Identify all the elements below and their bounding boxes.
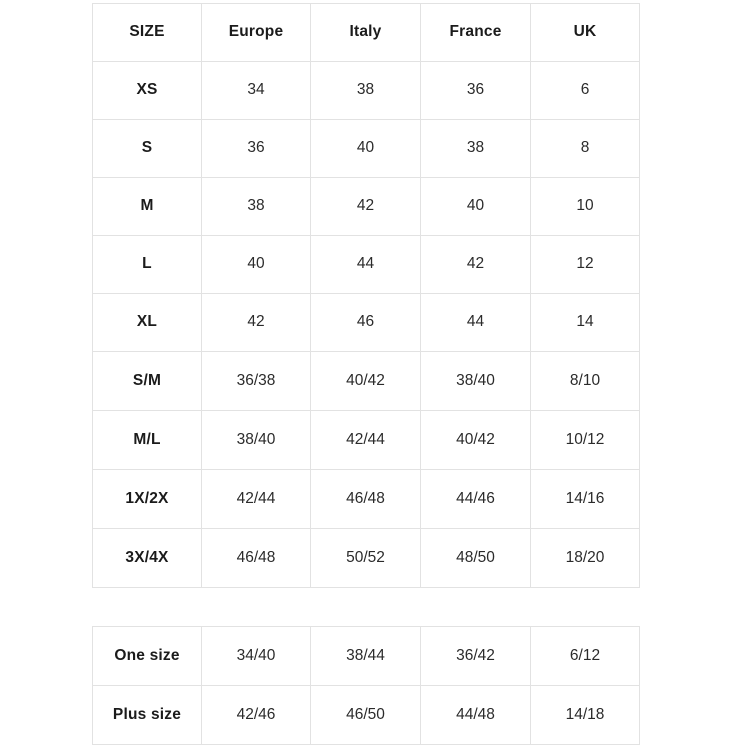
cell-1x-2x-uk: 14/16 (531, 470, 640, 529)
cell-xs-france: 36 (421, 62, 531, 120)
cell-1x-2x-europe: 42/44 (202, 470, 311, 529)
row-label-xs: XS (93, 62, 202, 120)
table-row (93, 529, 640, 588)
cell-s-m-europe: 36/38 (202, 352, 311, 411)
cell-m-uk: 10 (531, 178, 640, 236)
cell-3x-4x-italy: 50/52 (311, 529, 421, 588)
row-label-3x-4x: 3X/4X (93, 529, 202, 588)
column-header-europe: Europe (202, 4, 311, 62)
cell-m-france: 40 (421, 178, 531, 236)
cell-m-l-italy: 42/44 (311, 411, 421, 470)
table-row (93, 178, 640, 236)
column-header-france: France (421, 4, 531, 62)
column-header-uk: UK (531, 4, 640, 62)
row-label-s-m: S/M (93, 352, 202, 411)
cell-s-m-france: 38/40 (421, 352, 531, 411)
cell-xl-france: 44 (421, 294, 531, 352)
row-label-s: S (93, 120, 202, 178)
row-label-one-size: One size (93, 627, 202, 686)
table-row (93, 120, 640, 178)
primary-size-table-container (92, 3, 639, 588)
cell-one-size-italy: 38/44 (311, 627, 421, 686)
cell-plus-size-france: 44/48 (421, 686, 531, 745)
cell-l-france: 42 (421, 236, 531, 294)
row-label-1x-2x: 1X/2X (93, 470, 202, 529)
cell-l-europe: 40 (202, 236, 311, 294)
cell-m-l-europe: 38/40 (202, 411, 311, 470)
cell-1x-2x-italy: 46/48 (311, 470, 421, 529)
table-header-row (93, 4, 640, 62)
cell-one-size-uk: 6/12 (531, 627, 640, 686)
row-label-xl: XL (93, 294, 202, 352)
cell-s-uk: 8 (531, 120, 640, 178)
cell-plus-size-uk: 14/18 (531, 686, 640, 745)
cell-xl-uk: 14 (531, 294, 640, 352)
cell-3x-4x-europe: 46/48 (202, 529, 311, 588)
cell-l-italy: 44 (311, 236, 421, 294)
cell-xl-italy: 46 (311, 294, 421, 352)
cell-one-size-europe: 34/40 (202, 627, 311, 686)
cell-m-europe: 38 (202, 178, 311, 236)
cell-plus-size-italy: 46/50 (311, 686, 421, 745)
table-row (93, 470, 640, 529)
cell-xs-europe: 34 (202, 62, 311, 120)
table-row (93, 352, 640, 411)
column-header-italy: Italy (311, 4, 421, 62)
primary-size-table (92, 3, 640, 588)
row-label-l: L (93, 236, 202, 294)
cell-m-l-uk: 10/12 (531, 411, 640, 470)
cell-xl-europe: 42 (202, 294, 311, 352)
cell-s-m-italy: 40/42 (311, 352, 421, 411)
cell-s-italy: 40 (311, 120, 421, 178)
cell-m-l-france: 40/42 (421, 411, 531, 470)
cell-3x-4x-france: 48/50 (421, 529, 531, 588)
cell-one-size-france: 36/42 (421, 627, 531, 686)
column-header-size: SIZE (93, 4, 202, 62)
secondary-size-table (92, 626, 640, 745)
table-row (93, 62, 640, 120)
secondary-size-table-container (92, 626, 639, 745)
cell-3x-4x-uk: 18/20 (531, 529, 640, 588)
cell-l-uk: 12 (531, 236, 640, 294)
table-row (93, 686, 640, 745)
cell-s-europe: 36 (202, 120, 311, 178)
cell-1x-2x-france: 44/46 (421, 470, 531, 529)
row-label-m-l: M/L (93, 411, 202, 470)
cell-m-italy: 42 (311, 178, 421, 236)
table-row (93, 294, 640, 352)
table-row (93, 627, 640, 686)
row-label-plus-size: Plus size (93, 686, 202, 745)
cell-s-m-uk: 8/10 (531, 352, 640, 411)
cell-xs-uk: 6 (531, 62, 640, 120)
cell-plus-size-europe: 42/46 (202, 686, 311, 745)
table-row (93, 411, 640, 470)
cell-s-france: 38 (421, 120, 531, 178)
table-row (93, 236, 640, 294)
cell-xs-italy: 38 (311, 62, 421, 120)
row-label-m: M (93, 178, 202, 236)
